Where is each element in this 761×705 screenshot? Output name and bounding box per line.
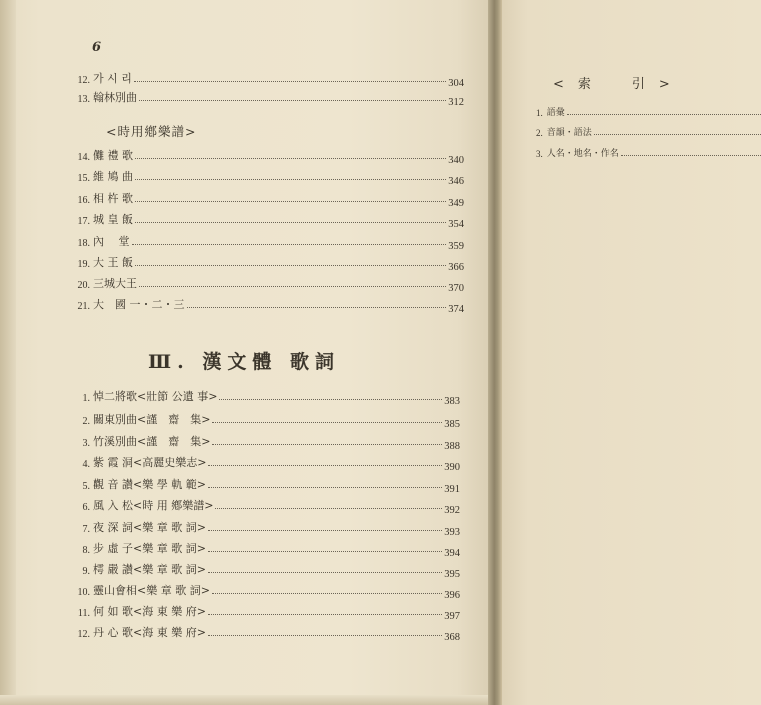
entry-title: 維 鳩 曲 <box>93 170 133 183</box>
entry-number: 10. <box>77 587 90 598</box>
entry-number: 11. <box>77 608 90 619</box>
toc-entry <box>68 559 460 580</box>
entry-title: 音韻・語法 <box>546 128 592 138</box>
entry-title: 大 國 一・二・三 <box>93 298 185 311</box>
entry-page: 395 <box>444 569 460 580</box>
dot-leader <box>135 222 446 223</box>
entry-page: 340 <box>448 155 464 166</box>
entry-page: 370 <box>448 283 464 294</box>
dot-leader <box>187 307 447 308</box>
dot-leader <box>135 158 446 159</box>
entry-page: 349 <box>448 198 464 209</box>
toc-entry <box>68 252 464 273</box>
index-entry <box>536 104 761 118</box>
entry-number: 12. <box>77 75 90 86</box>
entry-number: 1. <box>536 108 543 118</box>
dot-leader <box>208 487 442 488</box>
toc-entry <box>68 273 464 294</box>
entry-number: 7. <box>82 524 90 535</box>
entry-title: 觀 音 讃<樂 學 軌 範> <box>93 478 206 491</box>
entry-number: 12. <box>77 629 90 640</box>
index-entry <box>536 145 761 159</box>
toc-entry <box>68 68 464 89</box>
entry-title: 大 王 飯 <box>93 256 133 269</box>
entry-number: 16. <box>77 195 90 206</box>
entry-title: 內 堂 <box>93 235 130 248</box>
entry-page: 359 <box>448 241 464 252</box>
entry-title: 紫 霞 洞<高麗史樂志> <box>93 456 207 469</box>
dot-leader <box>208 635 442 636</box>
entry-number: 17. <box>77 216 90 227</box>
dot-leader <box>594 134 761 135</box>
page-number: 6 <box>92 40 102 55</box>
entry-page: 392 <box>444 505 460 516</box>
entry-number: 14. <box>77 152 90 163</box>
dot-leader <box>567 114 761 115</box>
entry-number: 9. <box>82 566 90 577</box>
entry-page: 391 <box>444 484 460 495</box>
entry-title: 가 시 리 <box>93 72 132 85</box>
entry-title: 翰林別曲 <box>93 91 137 104</box>
entry-title: 靈山會相<樂 章 歌 詞> <box>93 584 210 597</box>
entry-page: 393 <box>444 527 460 538</box>
entry-number: 6. <box>82 502 90 513</box>
left-page-edge <box>0 0 16 705</box>
dot-leader <box>139 286 446 287</box>
index-entry <box>536 124 761 138</box>
entry-title: 夜 深 詞<樂 章 歌 詞> <box>93 521 206 534</box>
entry-number: 1. <box>82 393 90 404</box>
entry-number: 20. <box>77 280 90 291</box>
toc-entry <box>68 188 464 209</box>
toc-entry <box>68 517 460 538</box>
toc-entry <box>68 145 464 166</box>
entry-title: 竹溪別曲<謹 齋 集> <box>93 435 211 448</box>
dot-leader <box>212 422 442 423</box>
dot-leader <box>135 201 446 202</box>
entry-number: 8. <box>82 545 90 556</box>
toc-entry <box>68 166 464 187</box>
dot-leader <box>219 399 442 400</box>
dot-leader <box>134 81 446 82</box>
entry-page: 394 <box>444 548 460 559</box>
entry-title: 何 如 歌<海 東 樂 府> <box>93 605 206 618</box>
dot-leader <box>139 100 446 101</box>
entry-title: 相 杵 歌 <box>93 192 133 205</box>
toc-entry <box>68 452 460 473</box>
entry-number: 3. <box>536 149 543 159</box>
entry-title: 丹 心 歌<海 東 樂 府> <box>93 626 206 639</box>
entry-number: 19. <box>77 259 90 270</box>
dot-leader <box>208 530 442 531</box>
toc-entry <box>68 474 460 495</box>
entry-title: 城 皇 飯 <box>93 213 133 226</box>
entry-page: 396 <box>444 590 460 601</box>
toc-entry <box>68 231 464 252</box>
entry-number: 13. <box>77 94 90 105</box>
entry-number: 3. <box>82 438 90 449</box>
entry-number: 18. <box>77 238 90 249</box>
toc-entry <box>68 580 460 601</box>
dot-leader <box>135 265 446 266</box>
dot-leader <box>208 572 442 573</box>
toc-entry <box>68 409 460 430</box>
entry-page: 304 <box>448 78 464 89</box>
dot-leader <box>208 465 442 466</box>
toc-entry <box>68 538 460 559</box>
entry-title: 儺 禮 歌 <box>93 149 133 162</box>
toc-entry <box>68 87 464 108</box>
toc-entry <box>68 209 464 230</box>
dot-leader <box>208 551 442 552</box>
entry-number: 4. <box>82 459 90 470</box>
dot-leader <box>212 593 442 594</box>
toc-entry <box>68 386 460 407</box>
entry-number: 2. <box>536 128 543 138</box>
entry-page: 383 <box>444 396 460 407</box>
dot-leader <box>215 508 442 509</box>
entry-page: 385 <box>444 419 460 430</box>
left-page-bottom-edge <box>0 695 497 705</box>
entry-title: 關東別曲<謹 齋 集> <box>93 413 211 426</box>
entry-page: 366 <box>448 262 464 273</box>
entry-title: 悼二將歌<壯節 公遺 事> <box>93 390 218 403</box>
section-heading: <時用鄕樂譜> <box>106 124 197 139</box>
toc-entry <box>68 294 464 315</box>
entry-title: 三城大王 <box>93 277 137 290</box>
dot-leader <box>132 244 447 245</box>
toc-entry <box>68 601 460 622</box>
entry-title: 樗 嚴 讃<樂 章 歌 詞> <box>93 563 206 576</box>
entry-number: 5. <box>82 481 90 492</box>
entry-page: 346 <box>448 176 464 187</box>
entry-page: 312 <box>448 97 464 108</box>
toc-entry <box>68 431 460 452</box>
entry-number: 21. <box>77 301 90 312</box>
entry-title: 步 虛 子<樂 章 歌 詞> <box>93 542 206 555</box>
dot-leader <box>212 444 442 445</box>
entry-page: 388 <box>444 441 460 452</box>
entry-page: 354 <box>448 219 464 230</box>
dot-leader <box>621 155 761 156</box>
entry-page: 390 <box>444 462 460 473</box>
entry-page: 374 <box>448 304 464 315</box>
entry-title: 人名・地名・作名 <box>546 149 619 159</box>
entry-title: 語彙 <box>546 108 565 118</box>
index-heading: <索 引> <box>553 77 684 92</box>
entry-number: 2. <box>82 416 90 427</box>
section-heading-large: Ⅲ. 漢文體 歌詞 <box>148 351 340 373</box>
toc-entry <box>68 495 460 516</box>
entry-page: 397 <box>444 611 460 622</box>
dot-leader <box>208 614 442 615</box>
entry-number: 15. <box>77 173 90 184</box>
book-gutter <box>488 0 502 705</box>
dot-leader <box>135 179 446 180</box>
toc-entry <box>68 622 460 643</box>
entry-page: 368 <box>444 632 460 643</box>
entry-title: 風 入 松<時 用 鄕樂譜> <box>93 499 214 512</box>
